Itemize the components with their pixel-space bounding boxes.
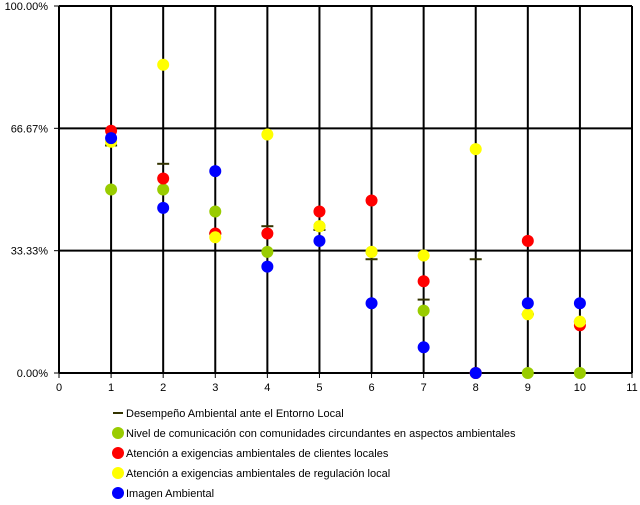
series-5 xyxy=(105,132,586,379)
data-point xyxy=(313,220,325,232)
x-tick-label: 0 xyxy=(55,382,63,394)
x-tick-label: 4 xyxy=(264,382,271,394)
legend-item xyxy=(113,408,344,420)
axes xyxy=(59,6,632,373)
legend-label: Imagen Ambiental xyxy=(126,488,215,500)
data-point xyxy=(574,316,586,328)
x-tick-label: 7 xyxy=(420,382,427,394)
data-point xyxy=(522,235,534,247)
series-4 xyxy=(105,59,586,328)
data-point xyxy=(366,297,378,309)
series-1 xyxy=(105,145,586,321)
data-point xyxy=(157,202,169,214)
x-tick-label: 11 xyxy=(626,382,638,394)
data-point xyxy=(366,195,378,207)
x-tick-label: 10 xyxy=(573,382,587,394)
x-tick-label: 3 xyxy=(212,382,219,394)
legend-item xyxy=(112,427,516,440)
y-tick-label: 33.33% xyxy=(10,245,48,258)
legend-marker xyxy=(112,427,124,439)
data-point xyxy=(418,250,430,262)
y-axis-ticks xyxy=(5,1,59,380)
data-point xyxy=(261,246,273,258)
data-point xyxy=(105,132,117,144)
data-point xyxy=(522,367,534,379)
data-point xyxy=(261,261,273,273)
data-point xyxy=(418,341,430,353)
x-tick-label: 6 xyxy=(368,382,375,394)
data-point xyxy=(261,128,273,140)
data-point xyxy=(418,275,430,287)
grid-lines xyxy=(59,6,632,373)
x-tick-label: 2 xyxy=(160,382,167,394)
legend-marker xyxy=(112,447,124,459)
data-point xyxy=(522,297,534,309)
legend-marker xyxy=(112,487,124,499)
x-tick-label: 8 xyxy=(472,382,479,394)
legend-item xyxy=(112,447,389,460)
x-tick-label: 1 xyxy=(108,382,115,394)
data-point xyxy=(157,172,169,184)
y-tick-label: 100.00% xyxy=(4,1,48,13)
data-point xyxy=(470,143,482,155)
data-point xyxy=(522,308,534,320)
legend-label: Atención a exigencias ambientales de regulación local xyxy=(126,468,391,480)
legend-item xyxy=(112,467,390,480)
data-point xyxy=(313,206,325,218)
legend-item xyxy=(112,487,214,500)
data-point xyxy=(209,206,221,218)
data-point xyxy=(105,184,117,196)
data-point xyxy=(366,246,378,258)
legend xyxy=(112,408,516,500)
data-point xyxy=(418,305,430,317)
data-point xyxy=(209,165,221,177)
data-point xyxy=(157,184,169,196)
data-point xyxy=(157,59,169,71)
y-tick-label: 0.00% xyxy=(16,368,48,380)
data-point xyxy=(313,235,325,247)
legend-marker xyxy=(112,467,124,479)
data-point xyxy=(209,231,221,243)
series-3 xyxy=(105,125,586,379)
data-points xyxy=(105,59,586,379)
y-tick-label: 66.67% xyxy=(10,123,48,136)
data-point xyxy=(261,228,273,240)
legend-label: Nivel de comunicación con comunidades circundantes en aspectos ambientales xyxy=(126,428,516,440)
legend-label: Atención a exigencias ambientales de clientes locales xyxy=(126,448,389,460)
x-tick-label: 5 xyxy=(316,382,323,394)
data-point xyxy=(470,367,482,379)
data-point xyxy=(574,297,586,309)
series-2 xyxy=(105,184,586,380)
legend-label: Desempeño Ambiental ante el Entorno Local xyxy=(126,408,344,420)
x-tick-label: 9 xyxy=(524,382,531,394)
data-point xyxy=(574,367,586,379)
x-axis-ticks xyxy=(56,373,638,394)
